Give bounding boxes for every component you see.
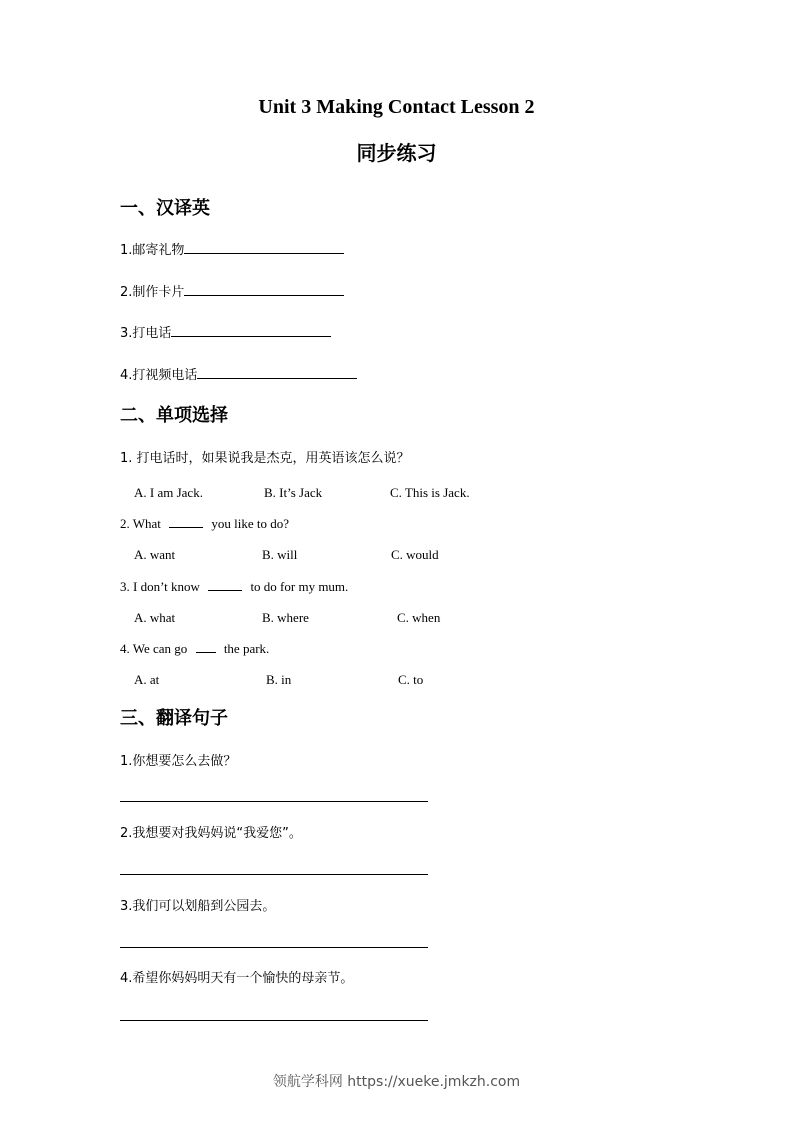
sentence-item-1: 1.你想要怎么去做？ xyxy=(120,754,237,769)
sentence-item-4: 4.希望你妈妈明天有一个愉快的母亲节。 xyxy=(120,971,354,986)
choice-question-2 xyxy=(120,516,289,532)
q2-option-a[interactable]: A. want xyxy=(134,547,176,562)
q3-text-after: to do for my mum. xyxy=(250,579,349,594)
footer-watermark: 领航学科网 https://xueke.jmkzh.com xyxy=(272,1074,521,1090)
section-2-heading: 二、单项选择 xyxy=(120,405,228,426)
q3-option-a[interactable]: A. what xyxy=(134,610,176,625)
q2-blank[interactable] xyxy=(169,526,203,528)
q1-option-a[interactable]: A. I am Jack. xyxy=(134,485,203,500)
q4-option-b[interactable]: B. in xyxy=(266,672,292,687)
answer-blank-1[interactable] xyxy=(184,252,344,254)
q4-option-a[interactable]: A. at xyxy=(134,672,160,687)
sentence-answer-line-4[interactable] xyxy=(120,1020,428,1021)
q1-option-b[interactable]: B. It’s Jack xyxy=(264,485,323,500)
answer-blank-3[interactable] xyxy=(171,335,331,337)
sentence-answer-line-1[interactable] xyxy=(120,801,428,802)
translate-item-1-text: 1.邮寄礼物 xyxy=(120,243,185,258)
choice-question-1: 1. 打电话时，如果说我是杰克，用英语该怎么说？ xyxy=(120,451,410,466)
sentence-answer-line-2[interactable] xyxy=(120,874,428,875)
q2-text-after: you like to do? xyxy=(211,516,290,531)
translate-item-4-text: 4.打视频电话 xyxy=(120,368,198,383)
q4-text-before: 4. We can go xyxy=(120,641,188,656)
answer-blank-4[interactable] xyxy=(197,377,357,379)
translate-item-2 xyxy=(120,281,344,300)
q2-option-c[interactable]: C. would xyxy=(391,547,439,562)
translate-item-3-text: 3.打电话 xyxy=(120,326,172,341)
q4-text-after: the park. xyxy=(223,641,270,656)
sentence-item-2: 2.我想要对我妈妈说“我爱您”。 xyxy=(120,826,302,841)
section-1-heading: 一、汉译英 xyxy=(120,198,210,219)
answer-blank-2[interactable] xyxy=(184,294,344,296)
q3-blank[interactable] xyxy=(208,589,242,591)
q2-option-b[interactable]: B. will xyxy=(262,547,298,562)
q2-text-before: 2. What xyxy=(120,516,161,531)
translate-item-1 xyxy=(120,239,344,258)
sentence-item-3: 3.我们可以划船到公园去。 xyxy=(120,899,276,914)
q1-option-c[interactable]: C. This is Jack. xyxy=(390,485,470,500)
q3-option-b[interactable]: B. where xyxy=(262,610,309,625)
translate-item-2-text: 2.制作卡片 xyxy=(120,285,185,300)
translate-item-3 xyxy=(120,322,331,341)
choice-question-3 xyxy=(120,579,348,595)
choice-question-4 xyxy=(120,641,269,657)
q3-text-before: 3. I don’t know xyxy=(120,579,200,594)
sentence-answer-line-3[interactable] xyxy=(120,947,428,948)
section-3-heading: 三、翻译句子 xyxy=(120,708,228,729)
page-subtitle: 同步练习 xyxy=(356,141,437,165)
q3-option-c[interactable]: C. when xyxy=(397,610,441,625)
q4-option-c[interactable]: C. to xyxy=(398,672,424,687)
page-title: Unit 3 Making Contact Lesson 2 xyxy=(258,96,535,118)
q4-blank[interactable] xyxy=(196,651,216,653)
translate-item-4 xyxy=(120,364,357,383)
